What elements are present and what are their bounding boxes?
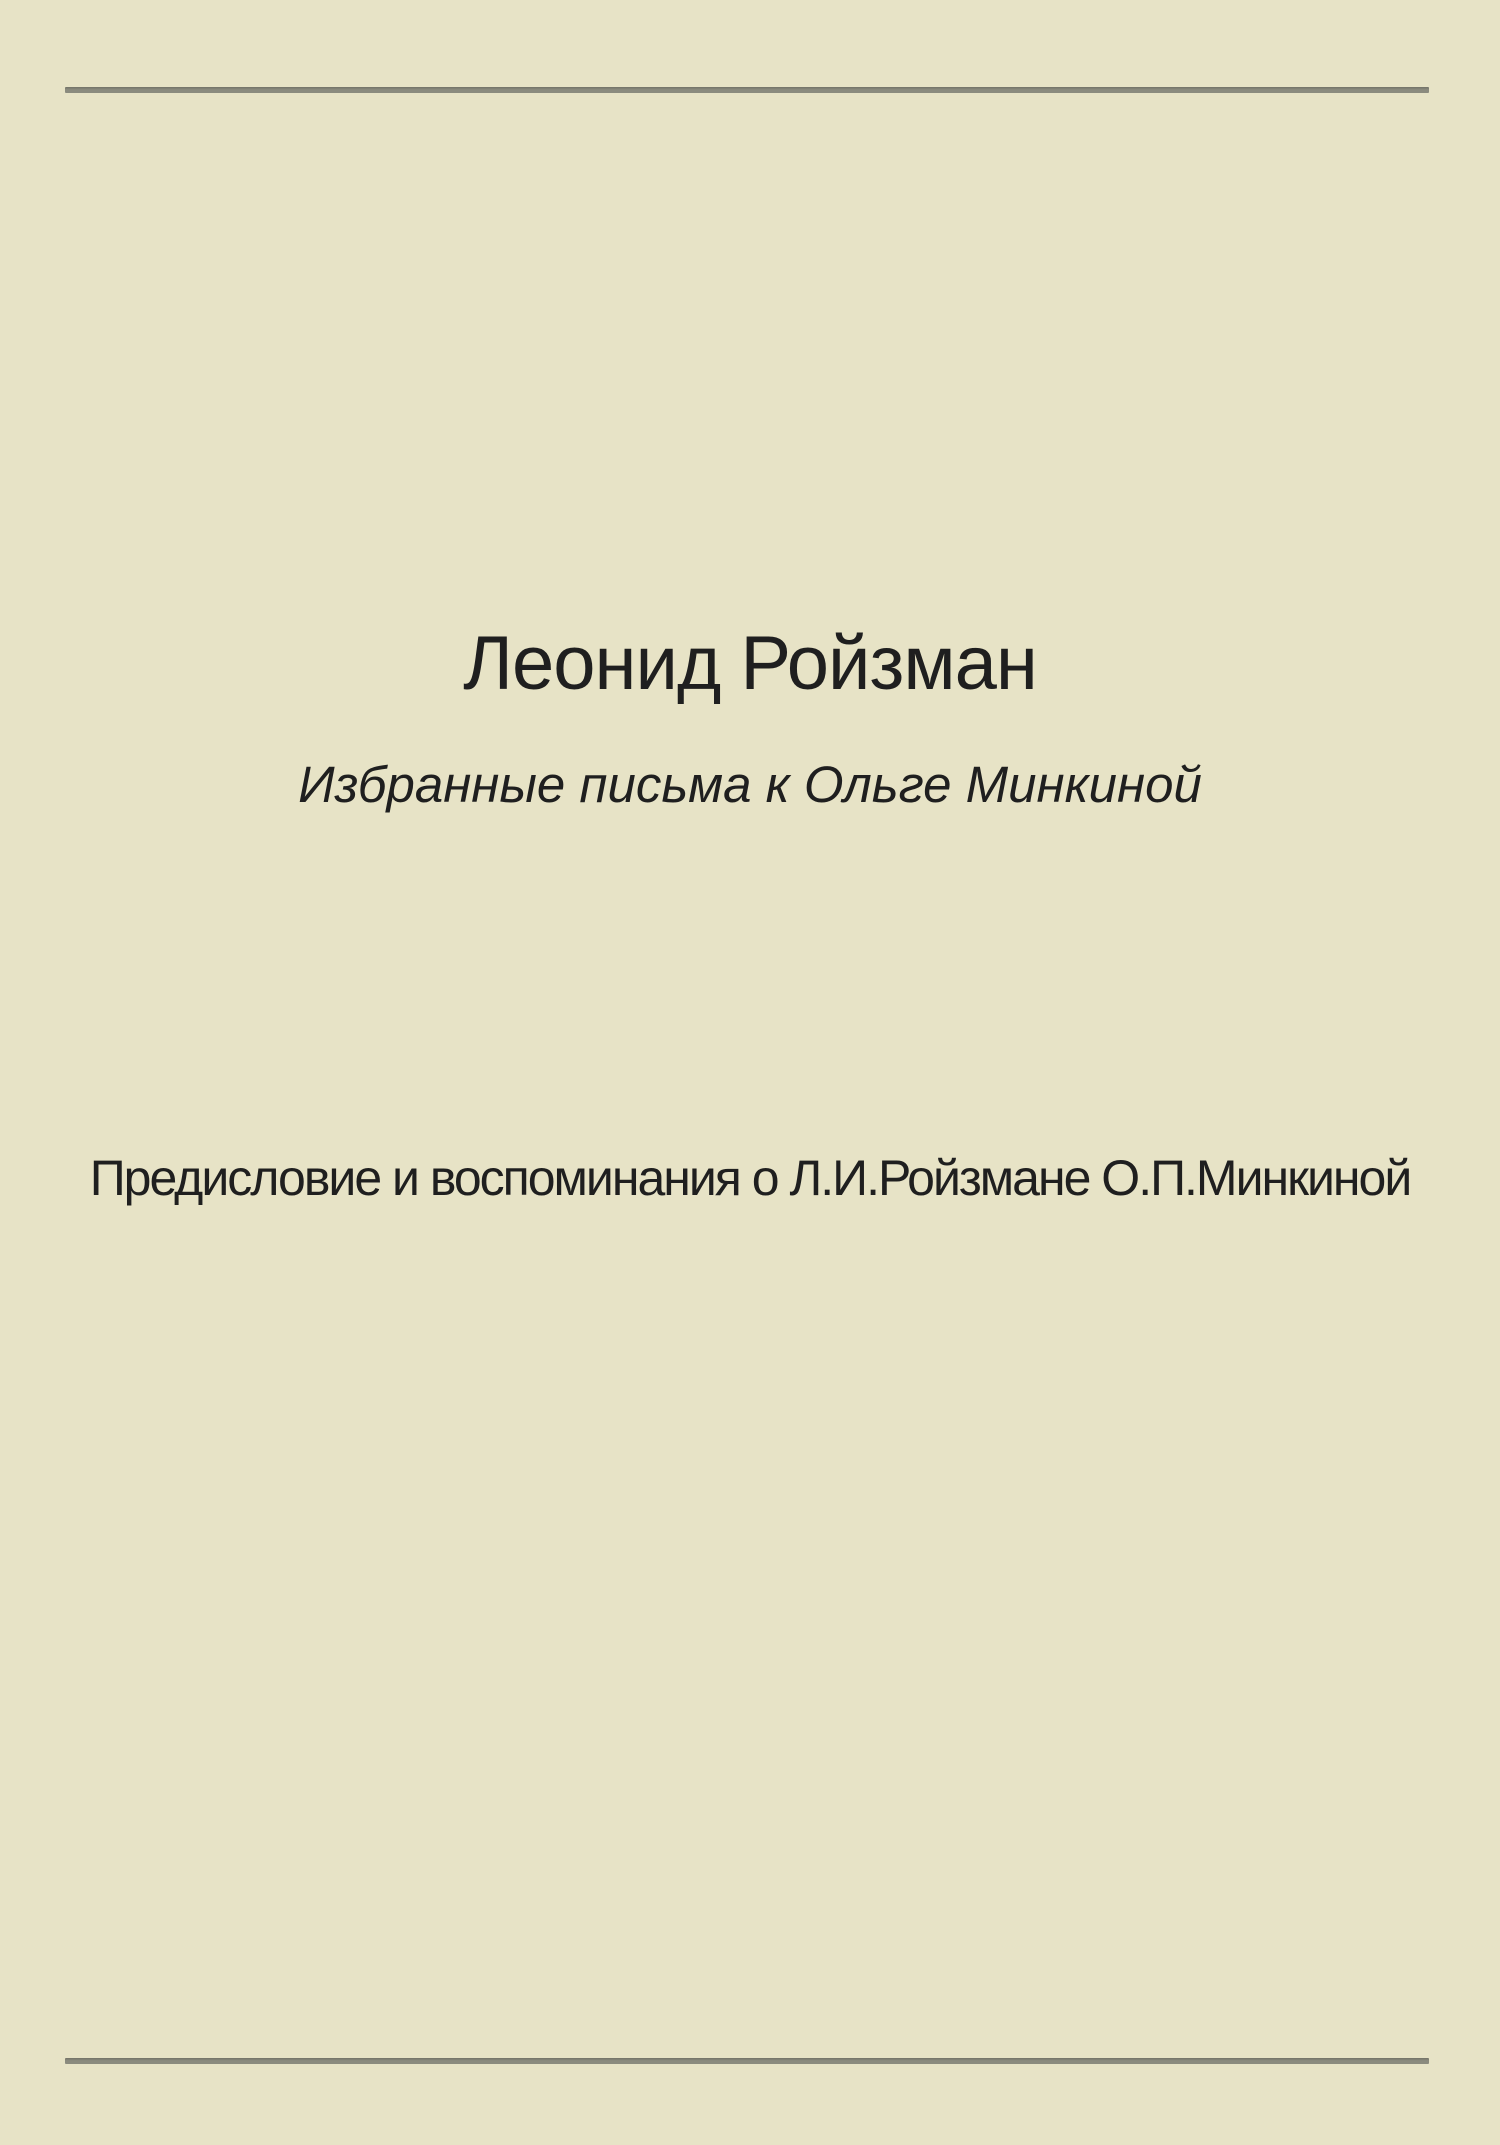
preface-note: Предисловие и воспоминания о Л.И.Ройзмане О.П.Минкиной xyxy=(89,1150,1411,1206)
book-title: Избранные письма к Ольге Минкиной xyxy=(298,756,1202,813)
bottom-horizontal-rule xyxy=(65,2058,1429,2064)
top-horizontal-rule xyxy=(65,87,1429,93)
author-name: Леонид Ройзман xyxy=(463,621,1037,706)
